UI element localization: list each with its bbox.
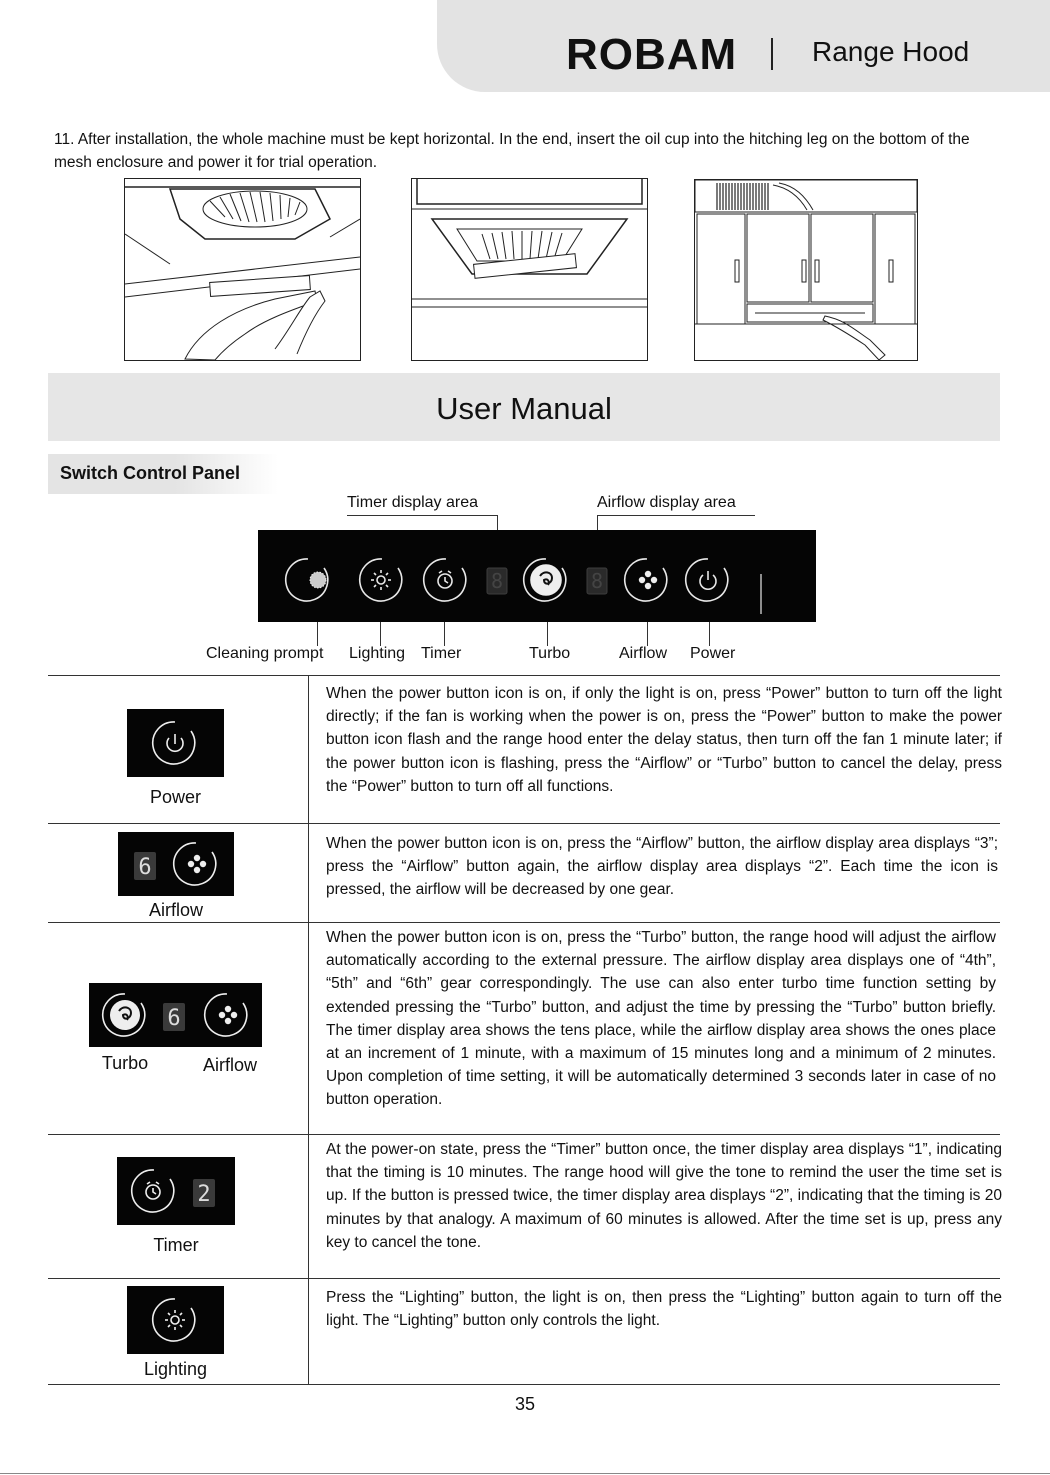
turbo-icon	[103, 994, 145, 1036]
timer-gear-display	[193, 1179, 215, 1207]
label-turbo: Turbo	[529, 645, 571, 662]
page-number: 35	[514, 1394, 536, 1414]
row-caption-airflow: Airflow	[148, 900, 203, 920]
airflow-gear-display	[163, 1003, 185, 1031]
timer-icon[interactable]	[424, 559, 466, 601]
control-panel-graphic	[258, 530, 816, 622]
leader-line	[380, 622, 381, 646]
control-panel	[258, 530, 816, 622]
label-power: Power	[690, 645, 736, 662]
lighting-icon	[127, 1286, 224, 1354]
timer-button-image	[117, 1157, 235, 1225]
row-description-airflow: When the power button icon is on, press the “Airflow” button, the airflow display area displays “3”; press the “Airflow” button again, the airflow display area displays “2”. Each time the icon is pressed, the airflow will be decreased by one gear.	[326, 835, 998, 899]
leader-line	[597, 515, 755, 516]
airflow-gear-display	[134, 852, 156, 880]
row-caption-turbo: Turbo	[101, 1053, 149, 1073]
banner-title: User Manual	[436, 391, 612, 426]
installation-step-text: 11. After installation, the whole machine must be kept horizontal. In the end, insert the oil cup into the hitching leg on the bottom of the mesh enclosure and power it for trial operation.	[54, 131, 970, 171]
leader-line	[347, 515, 497, 516]
lighting-icon[interactable]	[360, 559, 402, 601]
label-timer-display-area: Timer display area	[347, 494, 479, 511]
airflow-display	[587, 568, 607, 594]
figure-insert-oil-cup	[124, 178, 361, 361]
leader-line	[317, 622, 318, 646]
label-lighting: Lighting	[349, 645, 406, 662]
label-airflow-display-area: Airflow display area	[597, 494, 736, 511]
brand-logo: ROBAM	[566, 30, 738, 79]
table-rule	[48, 1278, 1000, 1279]
label-cleaning-prompt: Cleaning prompt	[206, 645, 324, 662]
airflow-display-value: 6	[138, 855, 152, 880]
svg-text:8: 8	[590, 569, 604, 593]
turbo-display-value: 6	[167, 1006, 181, 1031]
airflow-icon	[205, 994, 247, 1036]
power-icon[interactable]	[686, 559, 728, 601]
figure-oil-cup-installed	[411, 178, 648, 361]
row-description-turbo: When the power button icon is on, press the “Turbo” button, the range hood will adjust the airflow automatically according to the external pressure. The airflow display area displays one of “4th”, “5th” and “6th” gear correspondingly. The use can also enter turbo time function setting by extended pressing the “Turbo” button, and adjust the time by pressing the “Turbo” button briefly. The timer display area shows the tens place, while the airflow display area shows the ones place at an increment of 1 minute, with a maximum of 15 minutes long and a minimum of 2 minutes. Upon completion of time setting, it will be automatically determined 3 seconds later in case of no button operation.	[326, 929, 996, 1109]
header-divider	[771, 38, 773, 70]
row-description-power: When the power button icon is on, if only the light is on, press “Power” button to turn off the light directly; if the fan is working when the power is on, press the “Power” button to make the power button icon flash and the range hood enter the delay status, then turn off the fan 1 minute later; if the power button icon is flashing, press the “Airflow” or “Turbo” button to cancel the delay, press the “Power” button to turn off all functions.	[326, 685, 1002, 795]
table-rule	[48, 1134, 1000, 1135]
table-rule	[48, 823, 1000, 824]
timer-display-value: 2	[197, 1182, 211, 1207]
row-caption-lighting: Lighting	[143, 1359, 208, 1379]
figure-trial-operation	[694, 179, 918, 361]
lighting-button-image	[127, 1286, 224, 1354]
row-description-lighting: Press the “Lighting” button, the light is on, then press the “Lighting” button again to turn off the light. The “Lighting” button only controls the light.	[326, 1289, 1002, 1330]
svg-text:8: 8	[490, 569, 504, 593]
row-description-timer: At the power-on state, press the “Timer” button once, the timer display area displays “1”, indicating that the timing is 10 minutes. The range hood will give the tone to remind the user the time set is up. If the button is pressed twice, the timer display area displays “2”, indicating that the timing is 20 minutes by that analogy. A maximum of 60 minutes is allowed. After the time set is up, press any key to cancel the tone.	[326, 1141, 1002, 1251]
leader-line	[709, 622, 710, 646]
section-title: Switch Control Panel	[60, 463, 241, 483]
section-header	[48, 454, 278, 494]
table-rule	[48, 922, 1000, 923]
leader-line	[444, 622, 445, 646]
label-timer: Timer	[421, 645, 462, 662]
leader-line	[547, 622, 548, 646]
product-name: Range Hood	[812, 36, 970, 67]
turbo-airflow-button-image	[89, 983, 262, 1047]
leader-line	[647, 622, 648, 646]
airflow-button-image	[118, 832, 234, 896]
power-button-image	[127, 709, 224, 777]
table-rule	[48, 1384, 1000, 1385]
power-icon	[127, 709, 224, 777]
airflow-icon	[174, 843, 216, 885]
timer-icon	[132, 1170, 174, 1212]
user-manual-banner	[48, 373, 1000, 441]
table-column-divider	[308, 675, 309, 1384]
row-caption-power: Power	[149, 787, 202, 807]
row-caption-timer: Timer	[153, 1235, 199, 1255]
table-rule	[48, 675, 1000, 676]
footer-rule	[0, 1473, 1050, 1474]
turbo-icon[interactable]	[524, 559, 566, 601]
timer-display	[487, 568, 507, 594]
row-caption-airflow-secondary: Airflow	[202, 1055, 257, 1075]
airflow-icon[interactable]	[625, 559, 667, 601]
cleaning-icon[interactable]	[286, 559, 328, 601]
label-airflow: Airflow	[619, 645, 668, 662]
